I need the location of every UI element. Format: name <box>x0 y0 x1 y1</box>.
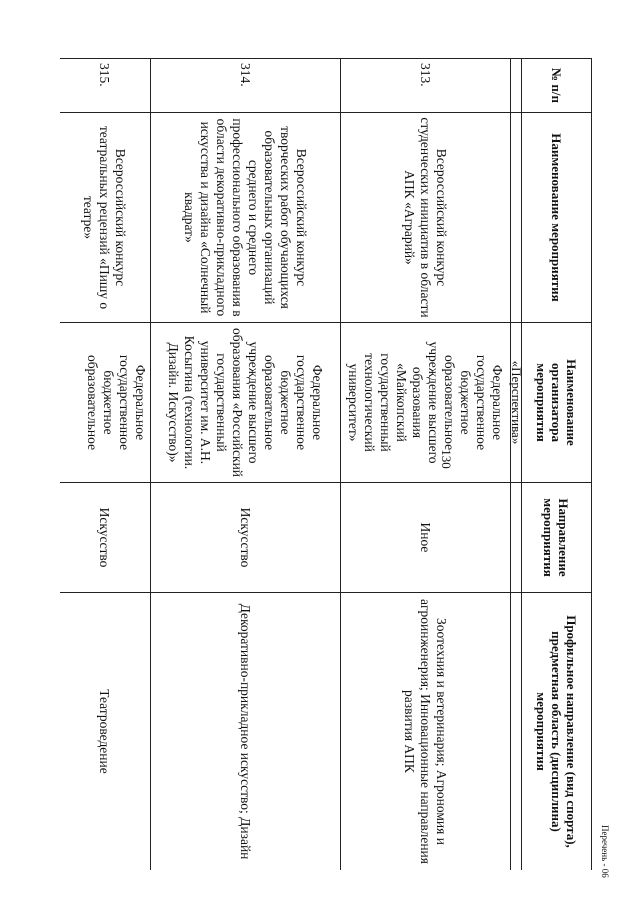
col-header-direction: Направление мероприятия <box>522 483 592 593</box>
row-organizer: Федеральное государственное бюджетное образовательное учреждение высшего образования «Российский государственный университет им. А.Н. Косыгина (технологии. Дизайн. Искусство)» <box>151 323 341 483</box>
row-profile: Декоративно-прикладное искусство; Дизайн <box>151 593 341 871</box>
carry-over-organizer: «Перспектива» <box>511 323 522 483</box>
col-header-organizer: Наименование организатора мероприятия <box>522 323 592 483</box>
table-row <box>341 59 511 871</box>
row-direction: Искусство <box>60 483 151 593</box>
col-header-number: № п/п <box>522 59 592 113</box>
row-number: 313. <box>341 59 511 113</box>
row-number: 315. <box>60 59 151 113</box>
table-row <box>151 59 341 871</box>
table-frame <box>60 58 592 870</box>
row-organizer: Федеральное государственное бюджетное образовательное учреждение высшего образования «Майкопский государственный технологический университет» <box>341 323 511 483</box>
row-event-name: Всероссийский конкурс студенческих инициатив в области АПК «Аграрий» <box>341 113 511 323</box>
footer-label: Перечень - 06 <box>600 825 610 878</box>
rotated-table <box>60 58 592 870</box>
row-direction: Иное <box>341 483 511 593</box>
carry-over-profile <box>511 593 522 871</box>
carry-over-row <box>511 59 522 871</box>
row-number: 314. <box>151 59 341 113</box>
row-organizer: Федеральное государственное бюджетное образовательное <box>60 323 151 483</box>
header-row <box>522 59 592 871</box>
row-event-name: Всероссийский конкурс театральных рецензий «Пишу о театре» <box>60 113 151 323</box>
page-number: 130 <box>438 449 454 469</box>
col-header-profile: Профильное направление (вид спорта), предметная область (дисциплина) мероприятия <box>522 593 592 871</box>
events-table <box>60 58 592 870</box>
carry-over-num <box>511 59 522 113</box>
table-row <box>60 59 151 871</box>
row-event-name: Всероссийский конкурс творческих работ обучающихся образовательных организаций среднего и среднего профессионального образования в области декоративно-прикладного искусства и дизайна «Солнечный квадрат» <box>151 113 341 323</box>
row-profile: Зоотехния и ветеринария; Агрономия и агроинженерия; Инновационные направления развития АПК <box>341 593 511 871</box>
col-header-event-name: Наименование мероприятия <box>522 113 592 323</box>
carry-over-direction <box>511 483 522 593</box>
row-direction: Искусство <box>151 483 341 593</box>
carry-over-name <box>511 113 522 323</box>
row-profile: Театроведение <box>60 593 151 871</box>
